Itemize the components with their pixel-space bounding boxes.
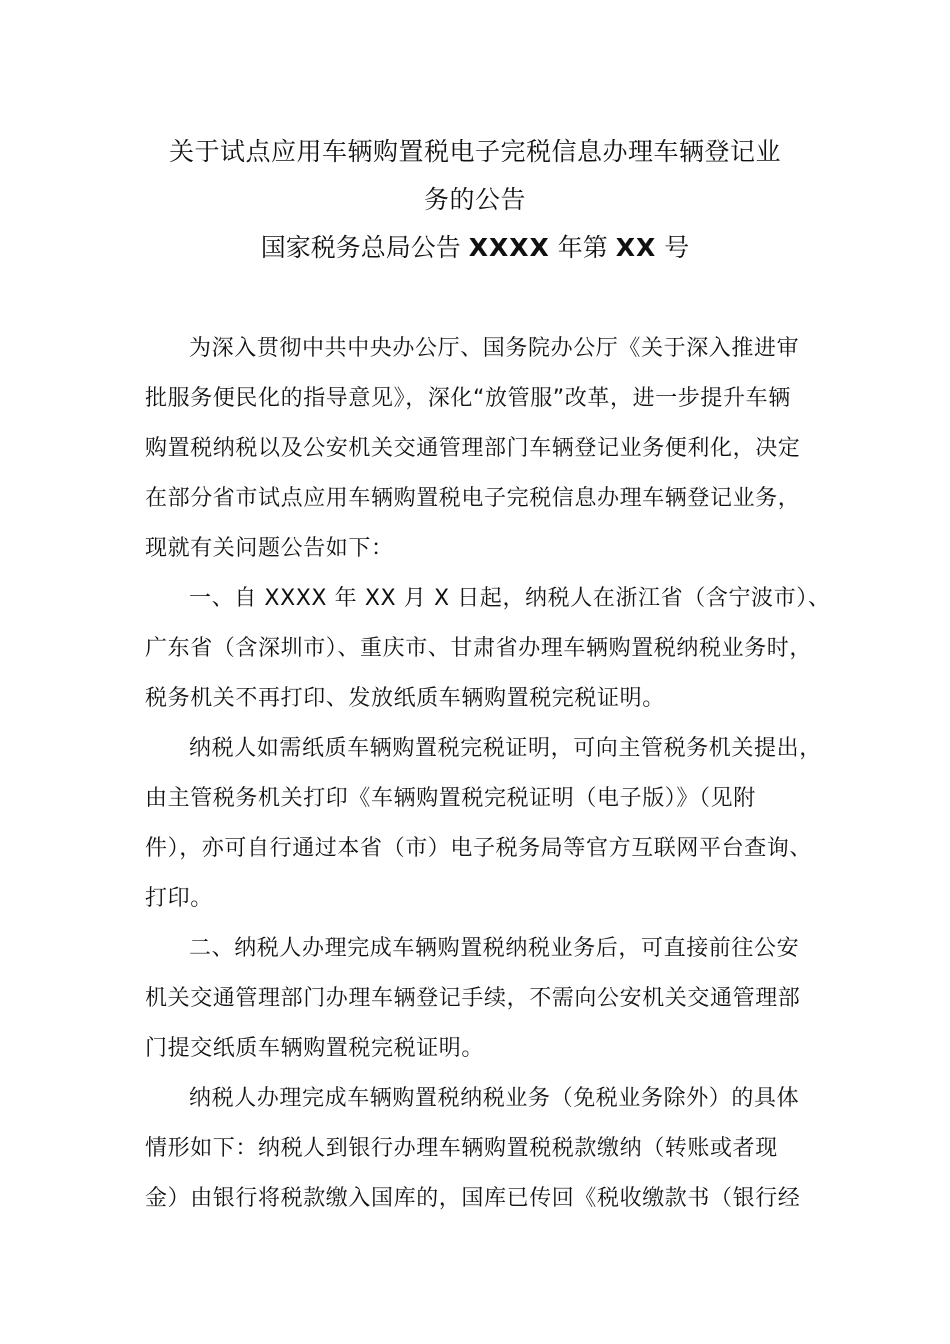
subtitle-year: XXXX (468, 233, 550, 262)
document-title-line-1: 关于试点应用车辆购置税电子完税信息办理车辆登记业 (168, 137, 781, 166)
body-line: 门提交纸质车辆购置税完税证明。 (145, 1036, 485, 1061)
announcement-number (0, 224, 950, 272)
body-line: 广东省（含深圳市）、重庆市、甘肃省办理车辆购置税纳税业务时， (145, 636, 813, 661)
body-line: 件），亦可自行通过本省（市）电子税务局等官方互联网平台查询、 (145, 836, 813, 861)
body-line: 机关交通管理部门办理车辆登记手续，不需向公安机关交通管理部 (145, 986, 801, 1011)
body-line: 为深入贯彻中共中央办公厅、国务院办公厅《关于深入推进审 (189, 336, 800, 361)
subtitle-number: XX (615, 233, 657, 262)
body-line: 金）由银行将税款缴入国库的，国库已传回《税收缴款书（银行经 (145, 1186, 801, 1211)
subtitle-suffix: 号 (656, 233, 690, 262)
body-line: 税务机关不再打印、发放纸质车辆购置税完税证明。 (145, 686, 665, 711)
body-line: 购置税纳税以及公安机关交通管理部门车辆登记业务便利化，决定 (145, 436, 801, 461)
subtitle-prefix: 国家税务总局公告 (260, 233, 469, 262)
body-line: 一、自 XXXX 年 XX 月 X 日起，纳税人在浙江省（含宁波市）、 (189, 586, 831, 611)
body-line: 批服务便民化的指导意见》，深化“放管服”改革，进一步提升车辆 (145, 386, 791, 411)
body-line: 纳税人如需纸质车辆购置税完税证明，可向主管税务机关提出， (189, 736, 822, 761)
body-line: 纳税人办理完成车辆购置税纳税业务（免税业务除外）的具体 (189, 1086, 800, 1111)
body-line: 二、纳税人办理完成车辆购置税纳税业务后，可直接前往公安 (189, 936, 800, 961)
document-body (145, 324, 831, 1224)
document-title-line-2: 务的公告 (423, 185, 526, 214)
body-line: 打印。 (145, 886, 213, 911)
body-line: 在部分省市试点应用车辆购置税电子完税信息办理车辆登记业务， (145, 486, 801, 511)
title-block (0, 128, 950, 272)
body-line: 由主管税务机关打印《车辆购置税完税证明（电子版）》（见附 (145, 786, 756, 811)
body-line: 现就有关问题公告如下： (145, 536, 394, 561)
subtitle-mid: 年第 (549, 233, 616, 262)
body-line: 情形如下：纳税人到银行办理车辆购置税税款缴纳（转账或者现 (145, 1136, 778, 1161)
